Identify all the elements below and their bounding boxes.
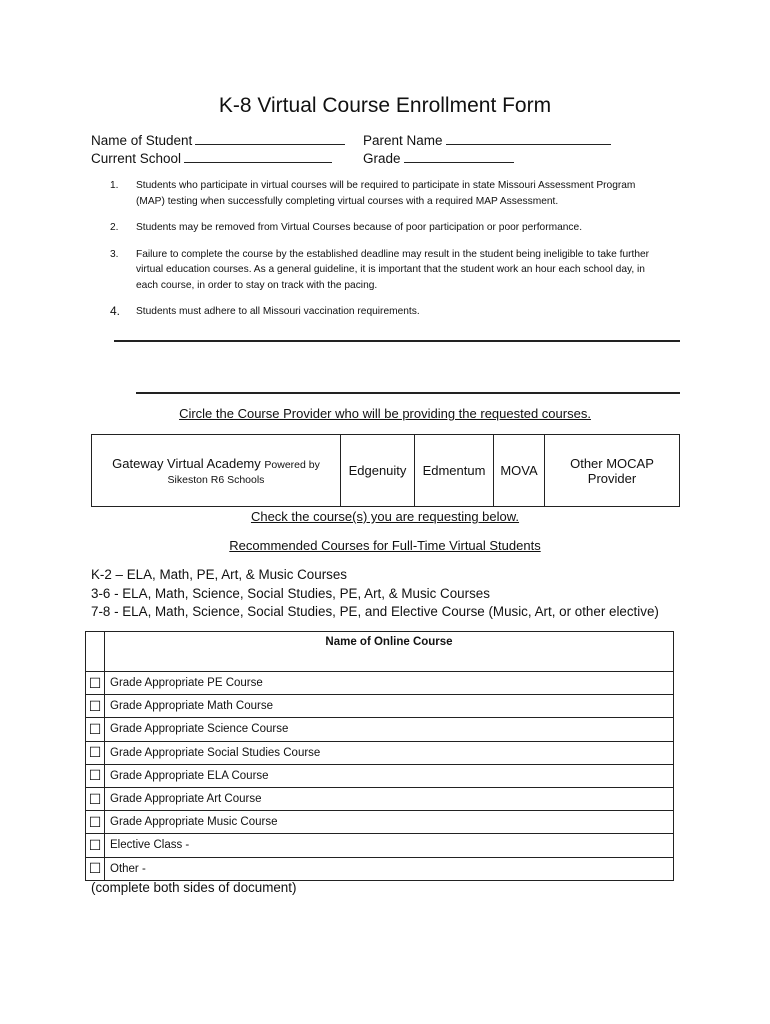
course-checkbox[interactable]: ☐ xyxy=(86,787,105,810)
provider-edgenuity[interactable] xyxy=(341,435,415,507)
signature-line-2[interactable] xyxy=(136,392,680,394)
grade-line-k2: K-2 – ELA, Math, PE, Art, & Music Courses xyxy=(91,567,348,582)
course-name[interactable]: Other - xyxy=(105,857,674,880)
table-row xyxy=(86,672,674,695)
current-school-field[interactable] xyxy=(91,150,332,166)
grade-line-7-8: 7-8 - ELA, Math, Science, Social Studies, PE, and Elective Course (Music, Art, or other elective) xyxy=(91,604,659,619)
course-name: Grade Appropriate Music Course xyxy=(105,811,674,834)
other-provider-line2: Provider xyxy=(587,470,637,486)
course-name: Grade Appropriate PE Course xyxy=(105,672,674,695)
student-name-line[interactable] xyxy=(195,132,345,145)
current-school-label: Current School xyxy=(91,151,182,166)
student-name-field[interactable] xyxy=(91,132,345,148)
grade-line-3-6: 3-6 - ELA, Math, Science, Social Studies, PE, Art, & Music Courses xyxy=(91,585,490,601)
table-row xyxy=(86,811,674,834)
table-row xyxy=(86,764,674,787)
table-row xyxy=(86,718,674,741)
grade-recommendations xyxy=(91,566,659,622)
grade-label: Grade xyxy=(363,151,401,166)
course-name: Grade Appropriate Science Course xyxy=(105,718,674,741)
footer-note: (complete both sides of document) xyxy=(91,880,297,895)
rule-number: 2. xyxy=(110,222,119,233)
edgenuity-label: Edgenuity xyxy=(348,463,407,478)
course-checkbox[interactable]: ☐ xyxy=(86,834,105,857)
course-checkbox[interactable]: ☐ xyxy=(86,764,105,787)
table-row xyxy=(86,741,674,764)
rule-text: Students may be removed from Virtual Courses because of poor participation or poor performance. xyxy=(136,222,583,233)
parent-name-label: Parent Name xyxy=(363,133,443,148)
course-table xyxy=(85,631,674,881)
grade-field[interactable] xyxy=(363,150,514,166)
rule-item xyxy=(110,304,665,320)
recommended-heading: Recommended Courses for Full-Time Virtual Students xyxy=(229,538,541,553)
rule-text: Students who participate in virtual courses will be required to participate in state Missouri Assessment Program (MAP) testing when successfully completing virtual courses with a required MAP Assessment. xyxy=(136,180,636,207)
checkbox-header-cell xyxy=(86,632,105,672)
table-row xyxy=(86,787,674,810)
table-row xyxy=(86,857,674,880)
course-name: Grade Appropriate ELA Course xyxy=(105,764,674,787)
rule-number: 3. xyxy=(110,248,119,260)
provider-table xyxy=(91,434,680,507)
rule-text: Failure to complete the course by the established deadline may result in the student being ineligible to take further virtual education courses. As a general guideline, it is important that the student work an hour each school day, in each course, in order to stay on track with the pacing. xyxy=(136,248,650,291)
rule-item xyxy=(110,247,665,294)
gateway-powered-by: Powered by xyxy=(264,458,320,471)
rule-number: 1. xyxy=(110,180,119,191)
course-name: Grade Appropriate Social Studies Course xyxy=(105,741,674,764)
student-name-label: Name of Student xyxy=(91,133,193,148)
rule-item xyxy=(110,220,665,236)
course-checkbox[interactable]: ☐ xyxy=(86,695,105,718)
table-row xyxy=(86,695,674,718)
mova-label: MOVA xyxy=(500,463,538,478)
course-checkbox[interactable]: ☐ xyxy=(86,811,105,834)
signature-line-1[interactable] xyxy=(114,340,680,342)
provider-edmentum[interactable] xyxy=(415,435,494,507)
course-name[interactable]: Elective Class - xyxy=(105,834,674,857)
course-checkbox[interactable]: ☐ xyxy=(86,672,105,695)
rules-list xyxy=(110,178,665,331)
course-name: Grade Appropriate Art Course xyxy=(105,787,674,810)
course-checkbox[interactable]: ☐ xyxy=(86,718,105,741)
grade-line[interactable] xyxy=(404,150,514,163)
course-name: Grade Appropriate Math Course xyxy=(105,695,674,718)
parent-name-field[interactable] xyxy=(363,132,611,148)
course-checkbox[interactable]: ☐ xyxy=(86,857,105,880)
rule-number: 4. xyxy=(110,304,121,318)
current-school-line[interactable] xyxy=(184,150,332,163)
gateway-school: Sikeston R6 Schools xyxy=(167,473,265,486)
provider-heading: Circle the Course Provider who will be providing the requested courses. xyxy=(179,406,591,421)
check-heading: Check the course(s) you are requesting below. xyxy=(250,509,520,524)
provider-gateway[interactable] xyxy=(92,435,341,507)
course-table-header: Name of Online Course xyxy=(105,632,674,672)
edmentum-label: Edmentum xyxy=(422,463,486,478)
course-checkbox[interactable]: ☐ xyxy=(86,741,105,764)
provider-other[interactable] xyxy=(545,435,680,507)
gateway-name: Gateway Virtual Academy xyxy=(112,455,261,471)
rule-item xyxy=(110,178,665,209)
form-title: K-8 Virtual Course Enrollment Form xyxy=(218,94,552,117)
parent-name-line[interactable] xyxy=(446,132,611,145)
provider-mova[interactable] xyxy=(494,435,545,507)
table-row xyxy=(86,834,674,857)
rule-text: Students must adhere to all Missouri vaccination requirements. xyxy=(136,306,420,317)
other-provider-line1: Other MOCAP xyxy=(570,455,654,471)
